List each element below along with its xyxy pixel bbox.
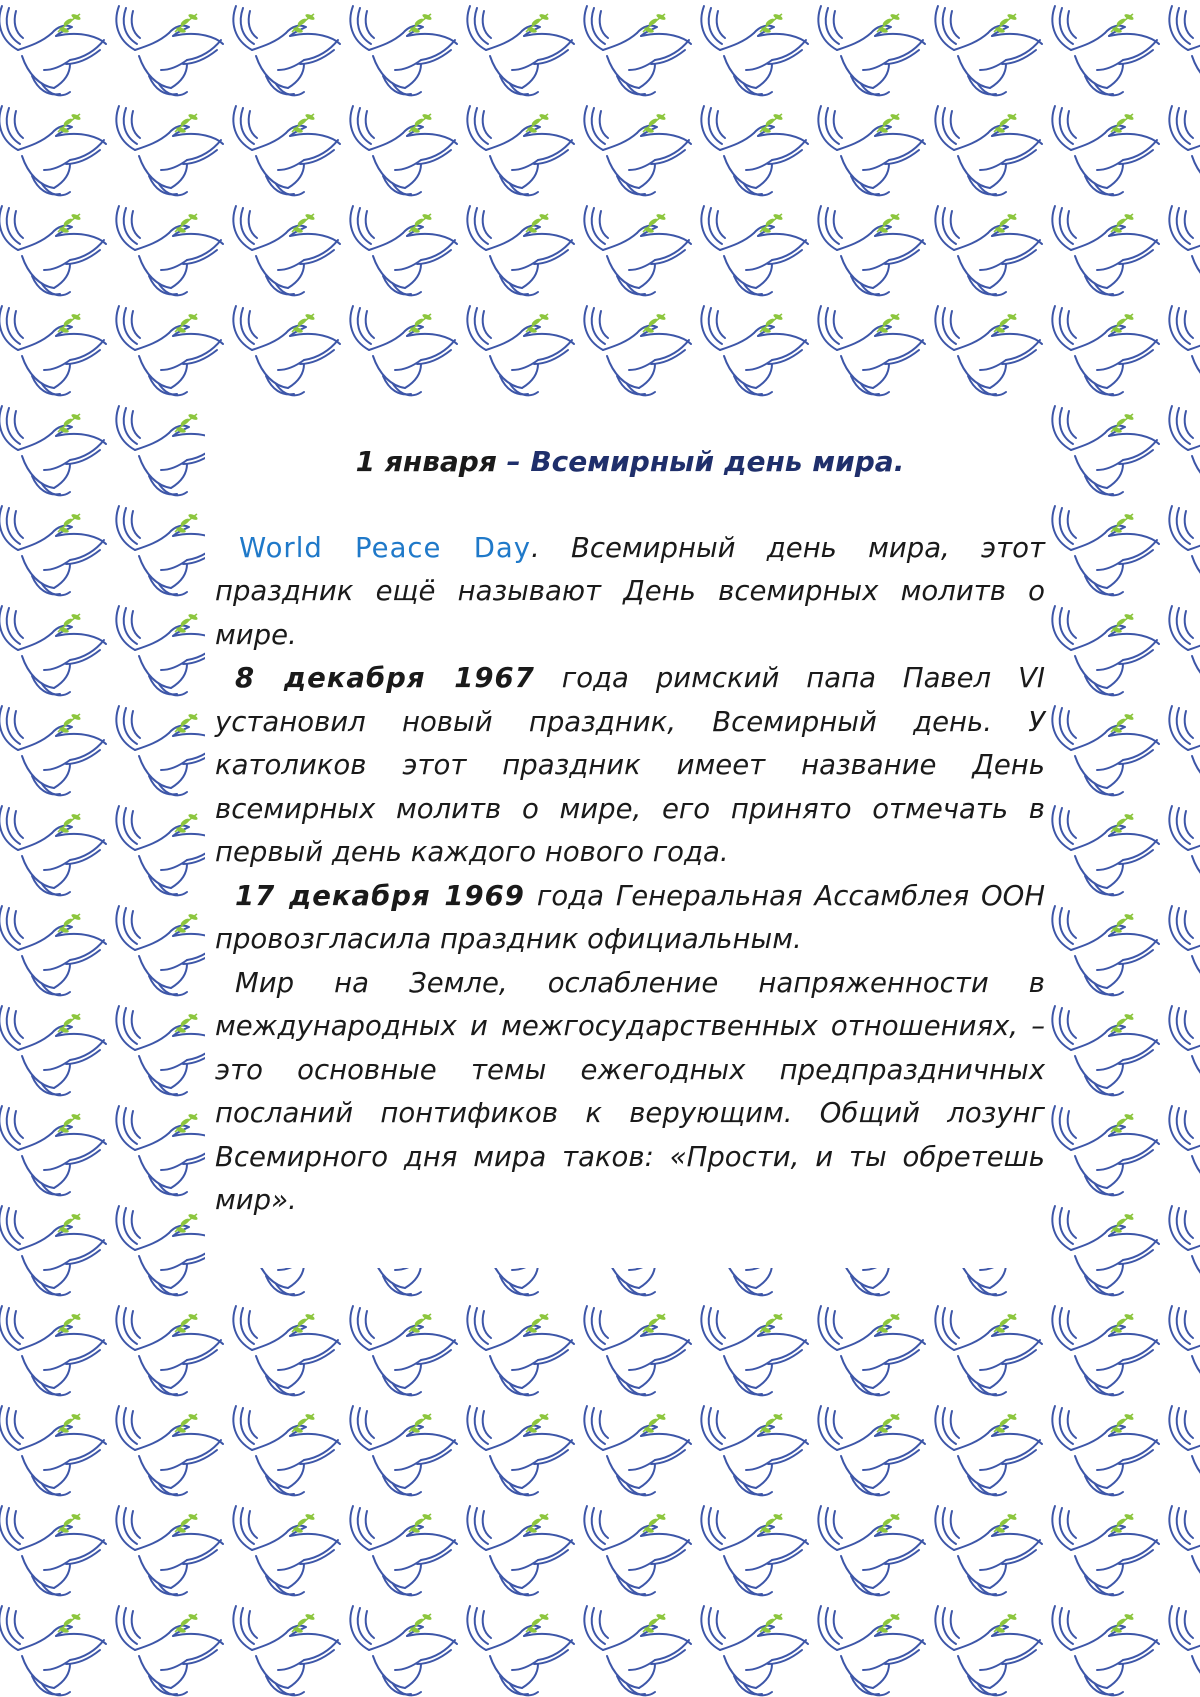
document-title bbox=[215, 440, 1045, 484]
date-1967: 8 декабря 1967 bbox=[235, 662, 535, 694]
paragraph-1969-text: года Генеральная Ассамблея ООН провозгласила праздник официальным. bbox=[215, 879, 1045, 955]
title-separator: – bbox=[496, 445, 531, 478]
paragraph-themes-text: Мир на Земле, ослабление напряженности в международных и межгосударственных отношениях, – это основные темы ежегодных предпраздничных посланий понтификов к верующим. Общий лозунг Всемирного дня мира таков: «Прости, и ты обретешь мир». bbox=[215, 966, 1045, 1216]
title-date: 1 января bbox=[355, 445, 497, 478]
document-body bbox=[215, 440, 1045, 1223]
date-1969: 17 декабря 1969 bbox=[235, 879, 525, 912]
title-holiday-name: Всемирный день мира. bbox=[530, 445, 905, 478]
paragraph-themes bbox=[215, 962, 1045, 1223]
paragraph-1967-text: года римский папа Павел VI установил новый праздник, Всемирный день. У католиков этот праздник имеет название День всемирных молитв о мире, его принято отмечать в первый день каждого нового года. bbox=[215, 662, 1045, 868]
english-holiday-name: World Peace Day bbox=[239, 531, 531, 564]
paragraph-intro bbox=[215, 527, 1045, 658]
paragraph-1967 bbox=[215, 657, 1045, 875]
paragraph-intro-text: . Всемирный день мира, этот праздник ещё называют День всемирных молитв о мире. bbox=[215, 531, 1045, 651]
paragraph-1969 bbox=[215, 875, 1045, 962]
